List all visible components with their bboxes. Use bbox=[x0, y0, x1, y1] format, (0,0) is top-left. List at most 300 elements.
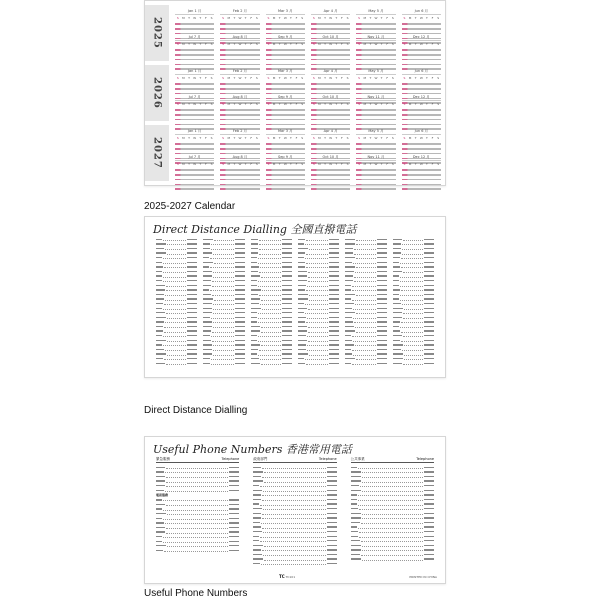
date-row bbox=[356, 28, 395, 30]
listing-name bbox=[156, 321, 164, 322]
date-row bbox=[402, 143, 441, 145]
weekday-label: W bbox=[283, 136, 287, 140]
date-row bbox=[175, 59, 214, 61]
listing-number bbox=[327, 476, 337, 477]
date-row bbox=[311, 59, 350, 61]
date-rows bbox=[266, 169, 305, 190]
weekday-label: F bbox=[295, 136, 298, 140]
weekday-label: S bbox=[255, 136, 258, 140]
leader-dots bbox=[213, 353, 233, 356]
weekday-label: F bbox=[205, 42, 207, 46]
weekday-label: W bbox=[193, 76, 197, 80]
weekday-label: W bbox=[419, 42, 423, 46]
leader-dots bbox=[259, 293, 281, 296]
weekday-label: S bbox=[301, 76, 304, 80]
listing-number bbox=[282, 248, 292, 249]
weekday-label: W bbox=[374, 162, 378, 166]
weekday-row bbox=[311, 162, 350, 166]
listing-number bbox=[187, 294, 197, 295]
leader-dots bbox=[211, 242, 233, 245]
weekday-label: S bbox=[312, 162, 315, 166]
listing-row bbox=[156, 361, 197, 366]
listing-name bbox=[345, 326, 354, 327]
ddd-column bbox=[295, 237, 342, 366]
listing-name bbox=[203, 321, 212, 322]
listing-name bbox=[298, 326, 307, 327]
listing-number bbox=[377, 248, 387, 249]
useful-title: Useful Phone Numbers 香港常用電話 bbox=[153, 443, 352, 456]
date-row bbox=[311, 54, 350, 56]
weekday-label: T bbox=[324, 16, 326, 20]
weekday-label: F bbox=[431, 162, 434, 166]
listing-name bbox=[203, 312, 212, 313]
month-name: Feb 2 月 bbox=[220, 129, 259, 135]
listing-number bbox=[282, 285, 292, 286]
weekday-label: S bbox=[312, 136, 315, 140]
listing-name bbox=[253, 476, 261, 477]
weekday-label: F bbox=[205, 162, 207, 166]
listing-number bbox=[327, 471, 337, 472]
listing-number bbox=[229, 480, 239, 481]
listing-number bbox=[229, 527, 239, 528]
listing-number bbox=[187, 326, 197, 327]
weekday-label: S bbox=[437, 16, 440, 20]
listing-number bbox=[235, 275, 245, 276]
date-row bbox=[402, 23, 441, 25]
month-name: Jul 7 月 bbox=[175, 95, 214, 101]
listing-number bbox=[327, 536, 337, 537]
listing-number bbox=[282, 330, 292, 331]
weekday-label: T bbox=[380, 42, 383, 46]
leader-dots bbox=[305, 242, 328, 245]
listing-number bbox=[229, 545, 239, 546]
weekday-label: S bbox=[312, 76, 315, 80]
listing-name bbox=[203, 275, 212, 276]
listing-name bbox=[351, 531, 358, 532]
date-row bbox=[175, 143, 214, 145]
weekday-label: T bbox=[335, 16, 338, 20]
listing-name bbox=[298, 358, 304, 359]
weekday-label: S bbox=[210, 76, 213, 80]
leader-dots bbox=[213, 307, 233, 310]
listing-name bbox=[203, 262, 213, 263]
listing-name bbox=[203, 266, 209, 267]
leader-dots bbox=[261, 275, 281, 278]
listing-number bbox=[229, 490, 239, 491]
leader-dots bbox=[212, 293, 233, 296]
listing-number bbox=[327, 499, 337, 500]
listing-name bbox=[345, 285, 351, 286]
year-band-2025 bbox=[145, 5, 445, 61]
listing-name bbox=[251, 340, 257, 341]
listing-number bbox=[329, 289, 339, 290]
listing-number bbox=[377, 257, 387, 258]
weekday-label: W bbox=[374, 16, 378, 20]
weekday-label: S bbox=[391, 162, 394, 166]
listing-name bbox=[156, 353, 166, 354]
listing-number bbox=[377, 353, 387, 354]
date-row bbox=[266, 54, 305, 56]
listing-row bbox=[351, 557, 434, 562]
listing-number bbox=[424, 298, 434, 299]
listing-number bbox=[377, 330, 387, 331]
leader-dots bbox=[362, 544, 423, 547]
weekday-label: T bbox=[278, 42, 281, 46]
leader-dots bbox=[262, 498, 325, 501]
month-name: Oct 10 月 bbox=[311, 95, 350, 101]
leader-dots bbox=[212, 284, 233, 287]
listing-number bbox=[187, 349, 197, 350]
weekday-label: F bbox=[250, 76, 253, 80]
date-row bbox=[266, 143, 305, 145]
leader-dots bbox=[166, 362, 186, 365]
listing-name bbox=[345, 308, 352, 309]
date-row bbox=[356, 143, 395, 145]
listing-number bbox=[187, 340, 197, 341]
listing-name bbox=[393, 239, 402, 240]
weekday-label: S bbox=[346, 136, 349, 140]
ddd-column bbox=[390, 237, 437, 366]
leader-dots bbox=[166, 484, 228, 487]
date-row bbox=[402, 188, 441, 190]
listing-name bbox=[393, 257, 400, 258]
listing-name bbox=[156, 298, 164, 299]
date-rows bbox=[220, 169, 259, 190]
listing-name bbox=[203, 349, 212, 350]
listing-name bbox=[253, 471, 263, 472]
listing-name bbox=[251, 344, 260, 345]
listing-name bbox=[251, 308, 261, 309]
leader-dots bbox=[262, 548, 325, 551]
listing-name bbox=[203, 303, 212, 304]
leader-dots bbox=[258, 339, 281, 342]
listing-name bbox=[203, 248, 210, 249]
weekday-label: S bbox=[267, 136, 270, 140]
weekday-label: S bbox=[301, 42, 304, 46]
listing-number bbox=[424, 340, 434, 341]
weekday-label: S bbox=[437, 42, 440, 46]
leader-dots bbox=[353, 339, 375, 342]
listing-name bbox=[345, 252, 353, 253]
listing-name bbox=[393, 326, 399, 327]
weekday-label: W bbox=[329, 102, 333, 106]
listing-name bbox=[345, 340, 352, 341]
weekday-label: S bbox=[358, 76, 361, 80]
weekday-row bbox=[311, 16, 350, 20]
section-heading: 電訊服務 bbox=[156, 492, 169, 497]
listing-number bbox=[235, 248, 245, 249]
listing-number bbox=[424, 490, 434, 491]
listing-number bbox=[377, 340, 387, 341]
listing-number bbox=[187, 243, 197, 244]
weekday-row bbox=[220, 162, 259, 166]
listing-name bbox=[251, 294, 258, 295]
listing-name bbox=[298, 317, 306, 318]
leader-dots bbox=[263, 489, 325, 492]
weekday-label: T bbox=[278, 76, 281, 80]
weekday-label: T bbox=[233, 162, 236, 166]
listing-number bbox=[327, 522, 337, 523]
leader-dots bbox=[305, 256, 328, 259]
weekday-label: T bbox=[199, 102, 202, 106]
leader-dots bbox=[164, 302, 186, 305]
leader-dots bbox=[211, 334, 233, 337]
listing-name bbox=[156, 467, 165, 468]
weekday-label: T bbox=[233, 42, 236, 46]
leader-dots bbox=[260, 265, 281, 268]
weekday-row bbox=[402, 76, 441, 80]
listing-name bbox=[298, 340, 307, 341]
weekday-label: S bbox=[346, 76, 349, 80]
date-row bbox=[311, 119, 350, 121]
leader-dots bbox=[165, 489, 228, 492]
listing-name bbox=[298, 280, 307, 281]
weekday-label: F bbox=[431, 102, 434, 106]
listing-number bbox=[187, 344, 197, 345]
date-row bbox=[402, 88, 441, 90]
listing-number bbox=[424, 248, 434, 249]
listing-name bbox=[156, 252, 166, 253]
date-row bbox=[266, 28, 305, 30]
month-grid bbox=[175, 155, 441, 193]
month-name: Feb 2 月 bbox=[220, 9, 259, 15]
listing-number bbox=[424, 353, 434, 354]
weekday-label: T bbox=[335, 42, 338, 46]
listing-name bbox=[156, 536, 162, 537]
listing-number bbox=[187, 353, 197, 354]
leader-dots bbox=[352, 348, 375, 351]
weekday-label: F bbox=[250, 162, 253, 166]
listing-name bbox=[156, 518, 162, 519]
listing-name bbox=[156, 285, 165, 286]
weekday-label: T bbox=[414, 42, 417, 46]
leader-dots bbox=[261, 562, 325, 565]
weekday-label: S bbox=[437, 102, 440, 106]
leader-dots bbox=[400, 293, 423, 296]
leader-dots bbox=[309, 247, 328, 250]
date-row bbox=[311, 188, 350, 190]
weekday-label: S bbox=[437, 136, 440, 140]
listing-number bbox=[235, 257, 245, 258]
leader-dots bbox=[403, 362, 423, 365]
listing-name bbox=[351, 485, 359, 486]
date-row bbox=[220, 119, 259, 121]
listing-name bbox=[345, 303, 354, 304]
listing-name bbox=[156, 476, 165, 477]
leader-dots bbox=[214, 238, 233, 241]
weekday-label: M bbox=[363, 162, 367, 166]
listing-name bbox=[298, 303, 304, 304]
weekday-label: T bbox=[335, 136, 338, 140]
leader-dots bbox=[355, 302, 375, 305]
weekday-label: M bbox=[318, 42, 321, 46]
date-row bbox=[356, 169, 395, 171]
leader-dots bbox=[259, 270, 281, 273]
weekday-label: F bbox=[386, 162, 389, 166]
leader-dots bbox=[401, 288, 423, 291]
weekday-label: T bbox=[290, 136, 292, 140]
listing-number bbox=[377, 289, 387, 290]
leader-dots bbox=[404, 357, 423, 360]
weekday-label: S bbox=[346, 16, 349, 20]
leader-dots bbox=[356, 311, 375, 314]
listing-number bbox=[329, 275, 339, 276]
leader-dots bbox=[262, 466, 325, 469]
weekday-label: S bbox=[301, 16, 304, 20]
weekday-label: T bbox=[426, 42, 428, 46]
weekday-label: S bbox=[358, 42, 361, 46]
listing-name bbox=[253, 499, 261, 500]
weekday-row bbox=[402, 162, 441, 166]
listing-number bbox=[424, 549, 434, 550]
month-name: Mar 3 月 bbox=[266, 9, 305, 15]
weekday-label: T bbox=[244, 162, 247, 166]
leader-dots bbox=[260, 503, 325, 506]
date-row bbox=[311, 179, 350, 181]
listing-number bbox=[327, 485, 337, 486]
listing-number bbox=[377, 275, 387, 276]
listing-number bbox=[329, 317, 339, 318]
month-name: May 5 月 bbox=[356, 9, 395, 15]
listing-name bbox=[351, 554, 360, 555]
weekday-row bbox=[356, 102, 395, 106]
weekday-label: T bbox=[414, 162, 417, 166]
listing-name bbox=[298, 243, 304, 244]
weekday-row bbox=[402, 16, 441, 20]
listing-name bbox=[345, 248, 353, 249]
listing-name bbox=[351, 536, 358, 537]
leader-dots bbox=[355, 343, 375, 346]
listing-name bbox=[156, 358, 163, 359]
listing-name bbox=[298, 257, 304, 258]
date-row bbox=[220, 174, 259, 176]
listing-name bbox=[251, 317, 257, 318]
leader-dots bbox=[260, 357, 281, 360]
month-block bbox=[311, 155, 350, 193]
weekday-row bbox=[266, 162, 305, 166]
leader-dots bbox=[264, 470, 325, 473]
weekday-label: S bbox=[346, 102, 349, 106]
leader-dots bbox=[167, 353, 186, 356]
leader-dots bbox=[403, 334, 423, 337]
listing-number bbox=[187, 280, 197, 281]
leader-dots bbox=[211, 247, 233, 250]
weekday-label: S bbox=[403, 102, 406, 106]
listing-number bbox=[424, 271, 434, 272]
date-rows bbox=[175, 169, 214, 190]
weekday-label: T bbox=[414, 16, 417, 20]
leader-dots bbox=[165, 293, 186, 296]
listing-name bbox=[203, 298, 213, 299]
weekday-label: F bbox=[250, 16, 253, 20]
listing-number bbox=[327, 558, 337, 559]
year-band-2027 bbox=[145, 125, 445, 181]
leader-dots bbox=[214, 261, 233, 264]
date-row bbox=[175, 88, 214, 90]
date-row bbox=[175, 28, 214, 30]
listing-number bbox=[424, 363, 434, 364]
listing-name bbox=[203, 326, 212, 327]
leader-dots bbox=[167, 339, 186, 342]
leader-dots bbox=[163, 540, 228, 543]
listing-name bbox=[203, 363, 210, 364]
ddd-caption: Direct Distance Dialling bbox=[144, 405, 248, 416]
useful-caption: Useful Phone Numbers bbox=[144, 588, 248, 599]
leader-dots bbox=[260, 535, 325, 538]
weekday-row bbox=[402, 136, 441, 140]
listing-number bbox=[187, 321, 197, 322]
leader-dots bbox=[306, 288, 328, 291]
listing-number bbox=[282, 349, 292, 350]
date-row bbox=[175, 169, 214, 171]
listing-name bbox=[203, 317, 210, 318]
leader-dots bbox=[166, 526, 228, 529]
listing-name bbox=[393, 303, 401, 304]
weekday-label: F bbox=[295, 42, 298, 46]
listing-name bbox=[251, 243, 258, 244]
listing-name bbox=[393, 317, 402, 318]
listing-name bbox=[251, 289, 261, 290]
leader-dots bbox=[262, 288, 281, 291]
date-row bbox=[402, 179, 441, 181]
leader-dots bbox=[213, 275, 233, 278]
leader-dots bbox=[403, 270, 423, 273]
leader-dots bbox=[352, 362, 375, 365]
leader-dots bbox=[213, 325, 233, 328]
listing-name bbox=[203, 294, 211, 295]
listing-number bbox=[187, 358, 197, 359]
date-row bbox=[220, 54, 259, 56]
listing-name bbox=[251, 275, 260, 276]
month-name: Mar 3 月 bbox=[266, 129, 305, 135]
listing-name bbox=[351, 471, 361, 472]
weekday-label: M bbox=[272, 162, 276, 166]
listing-name bbox=[253, 485, 259, 486]
weekday-label: T bbox=[199, 136, 202, 140]
weekday-label: S bbox=[176, 16, 179, 20]
weekday-label: T bbox=[278, 16, 281, 20]
date-row bbox=[402, 169, 441, 171]
listing-name bbox=[393, 321, 400, 322]
leader-dots bbox=[401, 265, 423, 268]
weekday-label: S bbox=[210, 16, 213, 20]
weekday-label: S bbox=[255, 42, 258, 46]
listing-name bbox=[393, 275, 399, 276]
listing-number bbox=[424, 257, 434, 258]
listing-name bbox=[156, 471, 164, 472]
listing-name bbox=[253, 467, 261, 468]
weekday-label: M bbox=[182, 136, 185, 140]
weekday-label: T bbox=[188, 136, 190, 140]
leader-dots bbox=[165, 348, 186, 351]
listing-number bbox=[424, 480, 434, 481]
leader-dots bbox=[404, 343, 423, 346]
listing-number bbox=[327, 563, 337, 564]
weekday-label: M bbox=[272, 136, 276, 140]
date-row bbox=[220, 83, 259, 85]
leader-dots bbox=[213, 252, 233, 255]
weekday-label: W bbox=[374, 102, 378, 106]
date-row bbox=[266, 109, 305, 111]
leader-dots bbox=[258, 316, 281, 319]
weekday-label: T bbox=[380, 136, 383, 140]
weekday-label: T bbox=[414, 102, 417, 106]
listing-name bbox=[156, 545, 166, 546]
date-row bbox=[266, 114, 305, 116]
leader-dots bbox=[359, 507, 423, 510]
listing-name bbox=[203, 285, 211, 286]
leader-dots bbox=[352, 284, 375, 287]
